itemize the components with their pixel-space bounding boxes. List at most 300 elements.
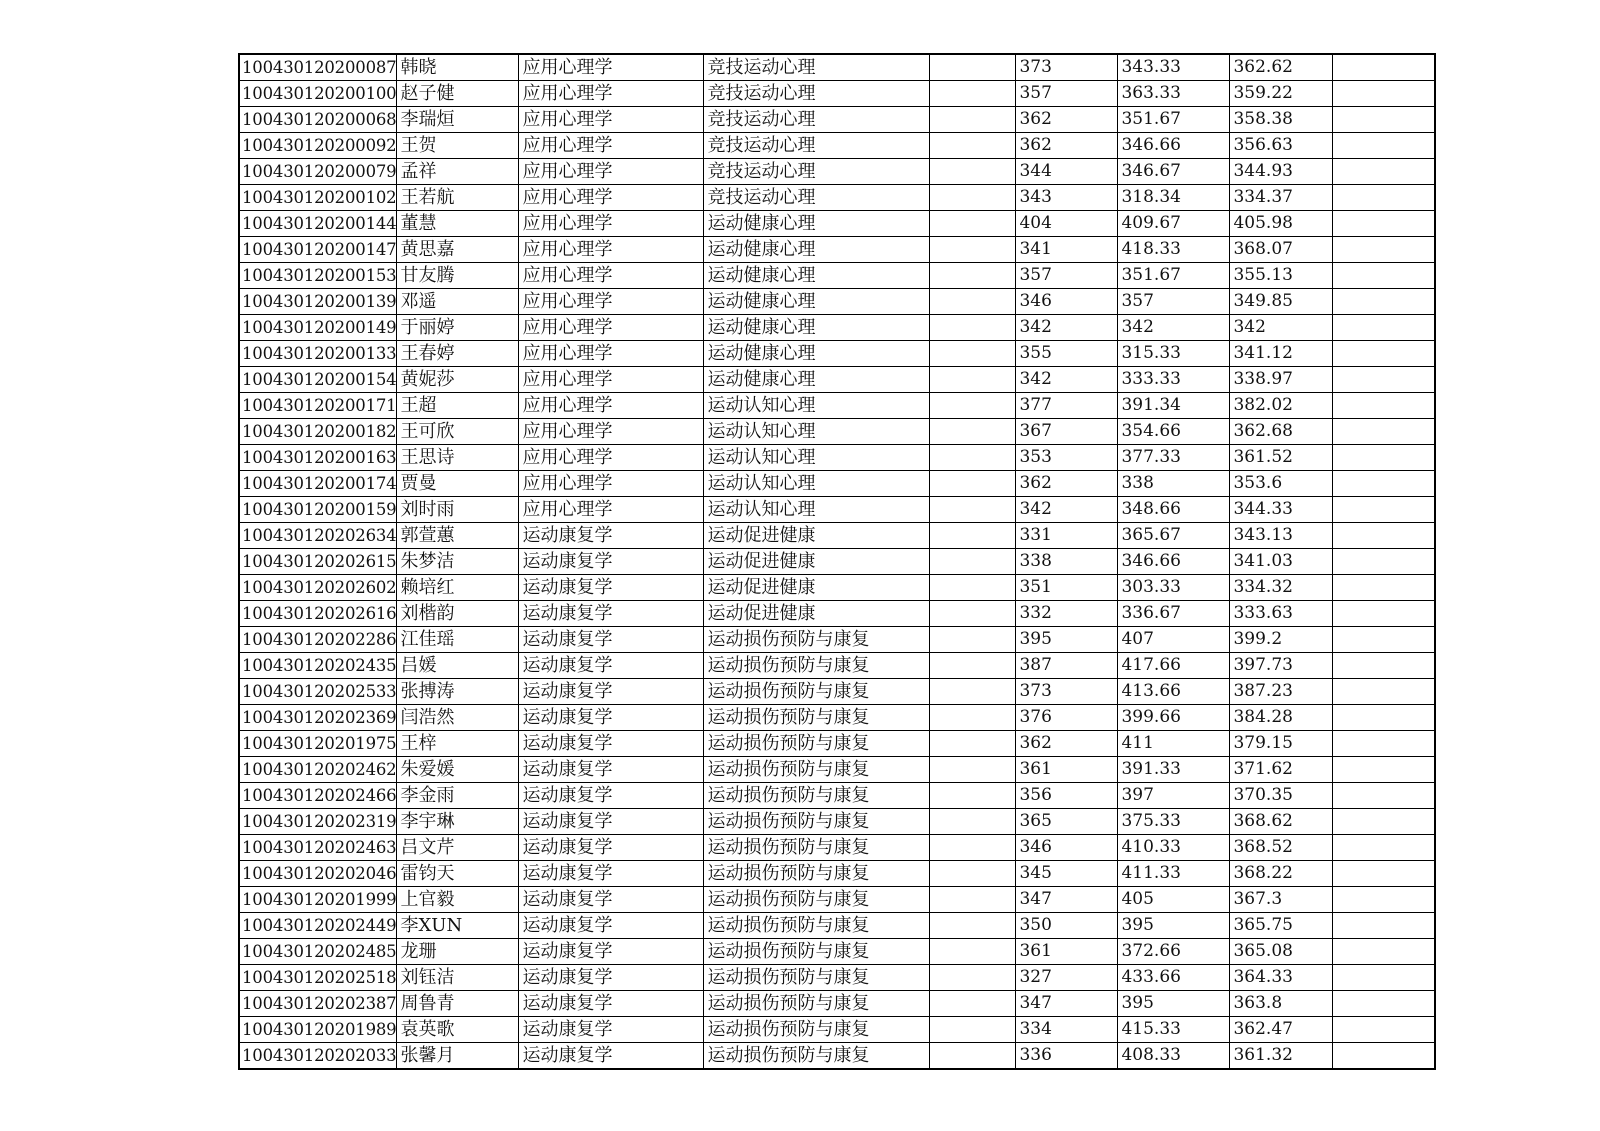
direction-cell: 运动促进健康 <box>704 549 930 575</box>
empty-cell <box>1333 965 1435 991</box>
table-row <box>239 887 1435 913</box>
table-row <box>239 783 1435 809</box>
major-cell: 运动康复学 <box>519 887 704 913</box>
extra-cell <box>930 939 1016 965</box>
extra-cell <box>930 1017 1016 1043</box>
empty-cell <box>1333 341 1435 367</box>
score-cell-1: 332 <box>1016 601 1118 627</box>
table-row <box>239 367 1435 393</box>
table-row <box>239 913 1435 939</box>
score-cell-2: 351.67 <box>1118 263 1230 289</box>
total-score-cell: 364.33 <box>1230 965 1333 991</box>
score-cell-1: 365 <box>1016 809 1118 835</box>
candidate-id-cell: 100430120202286 <box>239 627 397 653</box>
direction-cell: 运动健康心理 <box>704 263 930 289</box>
extra-cell <box>930 419 1016 445</box>
candidate-id-cell: 100430120200171 <box>239 393 397 419</box>
name-cell: 上官毅 <box>397 887 519 913</box>
total-score-cell: 361.32 <box>1230 1043 1333 1070</box>
major-cell: 运动康复学 <box>519 679 704 705</box>
score-cell-2: 391.33 <box>1118 757 1230 783</box>
empty-cell <box>1333 523 1435 549</box>
direction-cell: 运动损伤预防与康复 <box>704 757 930 783</box>
total-score-cell: 368.52 <box>1230 835 1333 861</box>
total-score-cell: 367.3 <box>1230 887 1333 913</box>
direction-cell: 运动健康心理 <box>704 211 930 237</box>
candidate-id-cell: 100430120200092 <box>239 133 397 159</box>
empty-cell <box>1333 289 1435 315</box>
score-cell-2: 363.33 <box>1118 81 1230 107</box>
major-cell: 运动康复学 <box>519 1017 704 1043</box>
candidate-id-cell: 100430120202462 <box>239 757 397 783</box>
total-score-cell: 362.62 <box>1230 54 1333 81</box>
name-cell: 张搏涛 <box>397 679 519 705</box>
table-row <box>239 549 1435 575</box>
name-cell: 闫浩然 <box>397 705 519 731</box>
score-cell-2: 315.33 <box>1118 341 1230 367</box>
direction-cell: 运动促进健康 <box>704 601 930 627</box>
name-cell: 朱爱媛 <box>397 757 519 783</box>
name-cell: 李宇琳 <box>397 809 519 835</box>
empty-cell <box>1333 107 1435 133</box>
total-score-cell: 341.12 <box>1230 341 1333 367</box>
score-cell-1: 377 <box>1016 393 1118 419</box>
candidate-id-cell: 100430120202634 <box>239 523 397 549</box>
empty-cell <box>1333 913 1435 939</box>
score-cell-2: 397 <box>1118 783 1230 809</box>
score-cell-1: 362 <box>1016 471 1118 497</box>
major-cell: 运动康复学 <box>519 757 704 783</box>
extra-cell <box>930 731 1016 757</box>
name-cell: 郭萱蕙 <box>397 523 519 549</box>
extra-cell <box>930 861 1016 887</box>
total-score-cell: 397.73 <box>1230 653 1333 679</box>
score-cell-1: 338 <box>1016 549 1118 575</box>
candidate-id-cell: 100430120202485 <box>239 939 397 965</box>
extra-cell <box>930 393 1016 419</box>
score-cell-2: 395 <box>1118 913 1230 939</box>
table-row <box>239 991 1435 1017</box>
candidate-id-cell: 100430120200102 <box>239 185 397 211</box>
table-row <box>239 575 1435 601</box>
major-cell: 运动康复学 <box>519 731 704 757</box>
score-table <box>238 53 1436 1070</box>
total-score-cell: 365.08 <box>1230 939 1333 965</box>
table-row <box>239 809 1435 835</box>
candidate-id-cell: 100430120201999 <box>239 887 397 913</box>
score-cell-1: 355 <box>1016 341 1118 367</box>
table-row <box>239 861 1435 887</box>
candidate-id-cell: 100430120200079 <box>239 159 397 185</box>
name-cell: 王春婷 <box>397 341 519 367</box>
score-cell-2: 433.66 <box>1118 965 1230 991</box>
major-cell: 运动康复学 <box>519 549 704 575</box>
direction-cell: 运动健康心理 <box>704 237 930 263</box>
score-cell-1: 336 <box>1016 1043 1118 1070</box>
name-cell: 王若航 <box>397 185 519 211</box>
extra-cell <box>930 1043 1016 1070</box>
direction-cell: 运动损伤预防与康复 <box>704 653 930 679</box>
candidate-id-cell: 100430120202466 <box>239 783 397 809</box>
candidate-id-cell: 100430120202602 <box>239 575 397 601</box>
direction-cell: 运动损伤预防与康复 <box>704 887 930 913</box>
empty-cell <box>1333 783 1435 809</box>
total-score-cell: 363.8 <box>1230 991 1333 1017</box>
extra-cell <box>930 523 1016 549</box>
name-cell: 江佳瑶 <box>397 627 519 653</box>
score-cell-2: 410.33 <box>1118 835 1230 861</box>
extra-cell <box>930 107 1016 133</box>
empty-cell <box>1333 393 1435 419</box>
empty-cell <box>1333 549 1435 575</box>
extra-cell <box>930 575 1016 601</box>
score-cell-1: 327 <box>1016 965 1118 991</box>
candidate-id-cell: 100430120200159 <box>239 497 397 523</box>
score-cell-2: 303.33 <box>1118 575 1230 601</box>
score-cell-2: 372.66 <box>1118 939 1230 965</box>
score-cell-2: 336.67 <box>1118 601 1230 627</box>
candidate-id-cell: 100430120202533 <box>239 679 397 705</box>
direction-cell: 运动损伤预防与康复 <box>704 861 930 887</box>
direction-cell: 运动促进健康 <box>704 575 930 601</box>
score-cell-2: 407 <box>1118 627 1230 653</box>
name-cell: 赵子健 <box>397 81 519 107</box>
empty-cell <box>1333 211 1435 237</box>
total-score-cell: 344.93 <box>1230 159 1333 185</box>
empty-cell <box>1333 939 1435 965</box>
table-row <box>239 497 1435 523</box>
name-cell: 李瑞烜 <box>397 107 519 133</box>
score-cell-2: 411 <box>1118 731 1230 757</box>
empty-cell <box>1333 757 1435 783</box>
candidate-id-cell: 100430120202615 <box>239 549 397 575</box>
major-cell: 应用心理学 <box>519 54 704 81</box>
name-cell: 董慧 <box>397 211 519 237</box>
name-cell: 李XUN <box>397 913 519 939</box>
name-cell: 邓遥 <box>397 289 519 315</box>
total-score-cell: 358.38 <box>1230 107 1333 133</box>
major-cell: 运动康复学 <box>519 783 704 809</box>
major-cell: 运动康复学 <box>519 575 704 601</box>
score-cell-2: 346.66 <box>1118 133 1230 159</box>
empty-cell <box>1333 185 1435 211</box>
total-score-cell: 344.33 <box>1230 497 1333 523</box>
score-cell-1: 334 <box>1016 1017 1118 1043</box>
name-cell: 孟祥 <box>397 159 519 185</box>
empty-cell <box>1333 679 1435 705</box>
score-cell-2: 342 <box>1118 315 1230 341</box>
empty-cell <box>1333 471 1435 497</box>
table-row <box>239 211 1435 237</box>
extra-cell <box>930 653 1016 679</box>
score-cell-1: 362 <box>1016 107 1118 133</box>
total-score-cell: 384.28 <box>1230 705 1333 731</box>
table-row <box>239 471 1435 497</box>
name-cell: 韩晓 <box>397 54 519 81</box>
extra-cell <box>930 211 1016 237</box>
empty-cell <box>1333 1017 1435 1043</box>
major-cell: 应用心理学 <box>519 367 704 393</box>
score-cell-1: 395 <box>1016 627 1118 653</box>
table-row <box>239 315 1435 341</box>
table-row <box>239 445 1435 471</box>
score-cell-1: 342 <box>1016 497 1118 523</box>
empty-cell <box>1333 81 1435 107</box>
candidate-id-cell: 100430120202616 <box>239 601 397 627</box>
major-cell: 运动康复学 <box>519 809 704 835</box>
total-score-cell: 405.98 <box>1230 211 1333 237</box>
score-cell-2: 399.66 <box>1118 705 1230 731</box>
score-cell-2: 357 <box>1118 289 1230 315</box>
direction-cell: 竞技运动心理 <box>704 133 930 159</box>
extra-cell <box>930 185 1016 211</box>
name-cell: 甘友腾 <box>397 263 519 289</box>
candidate-id-cell: 100430120202369 <box>239 705 397 731</box>
table-row <box>239 393 1435 419</box>
name-cell: 王超 <box>397 393 519 419</box>
direction-cell: 运动损伤预防与康复 <box>704 705 930 731</box>
total-score-cell: 379.15 <box>1230 731 1333 757</box>
extra-cell <box>930 913 1016 939</box>
candidate-id-cell: 100430120200068 <box>239 107 397 133</box>
direction-cell: 运动健康心理 <box>704 341 930 367</box>
table-row <box>239 289 1435 315</box>
major-cell: 运动康复学 <box>519 835 704 861</box>
score-cell-1: 346 <box>1016 835 1118 861</box>
score-cell-1: 361 <box>1016 939 1118 965</box>
table-row <box>239 965 1435 991</box>
table-row <box>239 653 1435 679</box>
score-cell-2: 351.67 <box>1118 107 1230 133</box>
direction-cell: 运动损伤预防与康复 <box>704 913 930 939</box>
score-cell-1: 341 <box>1016 237 1118 263</box>
score-cell-1: 344 <box>1016 159 1118 185</box>
major-cell: 应用心理学 <box>519 237 704 263</box>
major-cell: 运动康复学 <box>519 991 704 1017</box>
extra-cell <box>930 783 1016 809</box>
total-score-cell: 334.37 <box>1230 185 1333 211</box>
empty-cell <box>1333 601 1435 627</box>
score-cell-1: 343 <box>1016 185 1118 211</box>
candidate-id-cell: 100430120200139 <box>239 289 397 315</box>
score-cell-2: 391.34 <box>1118 393 1230 419</box>
name-cell: 黄妮莎 <box>397 367 519 393</box>
score-cell-1: 342 <box>1016 315 1118 341</box>
empty-cell <box>1333 835 1435 861</box>
score-cell-2: 333.33 <box>1118 367 1230 393</box>
score-cell-2: 338 <box>1118 471 1230 497</box>
candidate-id-cell: 100430120201975 <box>239 731 397 757</box>
empty-cell <box>1333 627 1435 653</box>
table-row <box>239 835 1435 861</box>
score-cell-1: 345 <box>1016 861 1118 887</box>
major-cell: 应用心理学 <box>519 315 704 341</box>
score-cell-2: 405 <box>1118 887 1230 913</box>
major-cell: 运动康复学 <box>519 601 704 627</box>
direction-cell: 运动健康心理 <box>704 289 930 315</box>
candidate-id-cell: 100430120202518 <box>239 965 397 991</box>
name-cell: 龙珊 <box>397 939 519 965</box>
total-score-cell: 359.22 <box>1230 81 1333 107</box>
direction-cell: 运动损伤预防与康复 <box>704 679 930 705</box>
direction-cell: 竞技运动心理 <box>704 81 930 107</box>
extra-cell <box>930 887 1016 913</box>
name-cell: 刘钰洁 <box>397 965 519 991</box>
score-cell-1: 346 <box>1016 289 1118 315</box>
name-cell: 于丽婷 <box>397 315 519 341</box>
table-row <box>239 159 1435 185</box>
score-cell-2: 408.33 <box>1118 1043 1230 1070</box>
direction-cell: 运动损伤预防与康复 <box>704 783 930 809</box>
extra-cell <box>930 757 1016 783</box>
extra-cell <box>930 263 1016 289</box>
total-score-cell: 362.68 <box>1230 419 1333 445</box>
table-row <box>239 523 1435 549</box>
candidate-id-cell: 100430120200154 <box>239 367 397 393</box>
direction-cell: 运动认知心理 <box>704 497 930 523</box>
empty-cell <box>1333 705 1435 731</box>
major-cell: 应用心理学 <box>519 159 704 185</box>
major-cell: 应用心理学 <box>519 445 704 471</box>
table-row <box>239 939 1435 965</box>
name-cell: 吕文芹 <box>397 835 519 861</box>
score-cell-2: 417.66 <box>1118 653 1230 679</box>
candidate-id-cell: 100430120200153 <box>239 263 397 289</box>
extra-cell <box>930 54 1016 81</box>
total-score-cell: 382.02 <box>1230 393 1333 419</box>
score-cell-1: 357 <box>1016 81 1118 107</box>
empty-cell <box>1333 575 1435 601</box>
empty-cell <box>1333 731 1435 757</box>
direction-cell: 运动损伤预防与康复 <box>704 991 930 1017</box>
extra-cell <box>930 835 1016 861</box>
table-row <box>239 1017 1435 1043</box>
score-cell-2: 365.67 <box>1118 523 1230 549</box>
major-cell: 应用心理学 <box>519 289 704 315</box>
major-cell: 应用心理学 <box>519 263 704 289</box>
score-cell-1: 376 <box>1016 705 1118 731</box>
table-row <box>239 54 1435 81</box>
total-score-cell: 368.07 <box>1230 237 1333 263</box>
extra-cell <box>930 679 1016 705</box>
total-score-cell: 355.13 <box>1230 263 1333 289</box>
score-cell-2: 395 <box>1118 991 1230 1017</box>
name-cell: 袁英歌 <box>397 1017 519 1043</box>
candidate-id-cell: 100430120202435 <box>239 653 397 679</box>
empty-cell <box>1333 497 1435 523</box>
name-cell: 贾曼 <box>397 471 519 497</box>
score-cell-1: 350 <box>1016 913 1118 939</box>
score-cell-2: 318.34 <box>1118 185 1230 211</box>
total-score-cell: 343.13 <box>1230 523 1333 549</box>
total-score-cell: 361.52 <box>1230 445 1333 471</box>
direction-cell: 竞技运动心理 <box>704 185 930 211</box>
table-row <box>239 81 1435 107</box>
total-score-cell: 356.63 <box>1230 133 1333 159</box>
empty-cell <box>1333 419 1435 445</box>
name-cell: 王思诗 <box>397 445 519 471</box>
table-row <box>239 133 1435 159</box>
empty-cell <box>1333 315 1435 341</box>
score-cell-2: 354.66 <box>1118 419 1230 445</box>
major-cell: 运动康复学 <box>519 1043 704 1070</box>
extra-cell <box>930 497 1016 523</box>
score-cell-2: 346.67 <box>1118 159 1230 185</box>
name-cell: 王可欣 <box>397 419 519 445</box>
empty-cell <box>1333 991 1435 1017</box>
total-score-cell: 371.62 <box>1230 757 1333 783</box>
name-cell: 王贺 <box>397 133 519 159</box>
name-cell: 朱梦洁 <box>397 549 519 575</box>
extra-cell <box>930 445 1016 471</box>
direction-cell: 运动认知心理 <box>704 445 930 471</box>
name-cell: 黄思嘉 <box>397 237 519 263</box>
score-cell-1: 361 <box>1016 757 1118 783</box>
direction-cell: 运动损伤预防与康复 <box>704 939 930 965</box>
extra-cell <box>930 367 1016 393</box>
score-cell-2: 375.33 <box>1118 809 1230 835</box>
candidate-id-cell: 100430120202463 <box>239 835 397 861</box>
candidate-id-cell: 100430120201989 <box>239 1017 397 1043</box>
empty-cell <box>1333 1043 1435 1070</box>
table-row <box>239 341 1435 367</box>
direction-cell: 竞技运动心理 <box>704 107 930 133</box>
direction-cell: 运动损伤预防与康复 <box>704 731 930 757</box>
total-score-cell: 362.47 <box>1230 1017 1333 1043</box>
extra-cell <box>930 341 1016 367</box>
major-cell: 运动康复学 <box>519 913 704 939</box>
total-score-cell: 370.35 <box>1230 783 1333 809</box>
name-cell: 周鲁青 <box>397 991 519 1017</box>
name-cell: 李金雨 <box>397 783 519 809</box>
score-cell-1: 353 <box>1016 445 1118 471</box>
score-cell-2: 348.66 <box>1118 497 1230 523</box>
score-cell-1: 373 <box>1016 54 1118 81</box>
extra-cell <box>930 81 1016 107</box>
score-cell-2: 418.33 <box>1118 237 1230 263</box>
table-row <box>239 237 1435 263</box>
major-cell: 运动康复学 <box>519 939 704 965</box>
table-row <box>239 757 1435 783</box>
total-score-cell: 365.75 <box>1230 913 1333 939</box>
total-score-cell: 338.97 <box>1230 367 1333 393</box>
score-cell-1: 351 <box>1016 575 1118 601</box>
candidate-id-cell: 100430120200144 <box>239 211 397 237</box>
direction-cell: 运动损伤预防与康复 <box>704 1043 930 1070</box>
direction-cell: 竞技运动心理 <box>704 159 930 185</box>
score-cell-1: 373 <box>1016 679 1118 705</box>
candidate-id-cell: 100430120200133 <box>239 341 397 367</box>
direction-cell: 运动认知心理 <box>704 471 930 497</box>
table-row <box>239 679 1435 705</box>
extra-cell <box>930 991 1016 1017</box>
candidate-id-cell: 100430120202319 <box>239 809 397 835</box>
major-cell: 应用心理学 <box>519 211 704 237</box>
direction-cell: 运动损伤预防与康复 <box>704 809 930 835</box>
table-row <box>239 1043 1435 1070</box>
direction-cell: 运动健康心理 <box>704 367 930 393</box>
score-cell-1: 404 <box>1016 211 1118 237</box>
empty-cell <box>1333 263 1435 289</box>
major-cell: 应用心理学 <box>519 107 704 133</box>
score-cell-1: 342 <box>1016 367 1118 393</box>
empty-cell <box>1333 133 1435 159</box>
direction-cell: 竞技运动心理 <box>704 54 930 81</box>
candidate-id-cell: 100430120200147 <box>239 237 397 263</box>
extra-cell <box>930 159 1016 185</box>
candidate-id-cell: 100430120200149 <box>239 315 397 341</box>
extra-cell <box>930 601 1016 627</box>
